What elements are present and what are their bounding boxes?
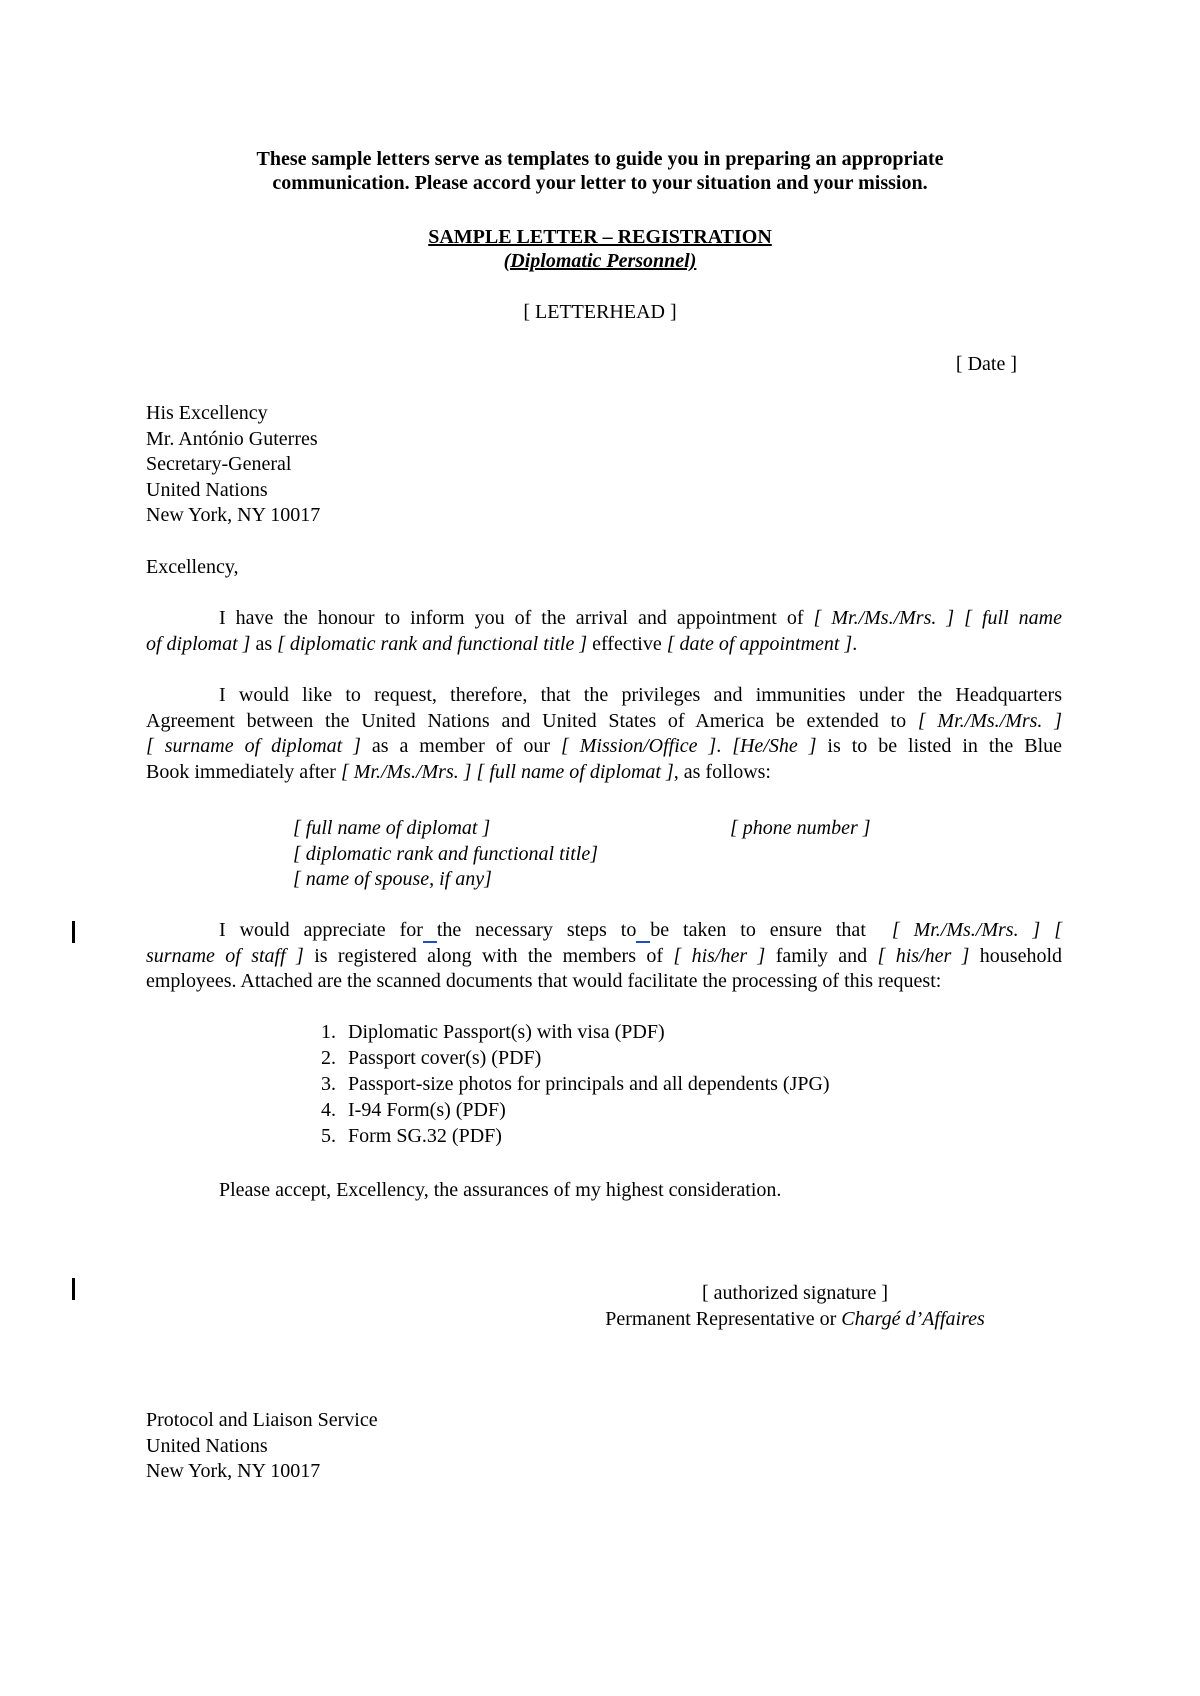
paragraph-arrival xyxy=(146,606,1062,657)
para2-text: Agreement between the United Nations and United States of America be extended to xyxy=(146,709,918,732)
para2-text: is to be listed in the Blue xyxy=(816,735,1062,758)
para1-text: effective xyxy=(587,632,667,655)
letterhead-placeholder: [ LETTERHEAD ] xyxy=(523,301,677,323)
closing-line: Please accept, Excellency, the assurances of my highest consideration. xyxy=(219,1179,782,1201)
salutation: Excellency, xyxy=(146,556,239,578)
date-placeholder: [ Date ] xyxy=(955,353,1017,375)
para3-text: the necessary steps to xyxy=(436,919,637,941)
para2-placeholder: [ Mr./Ms./Mrs. ] [ full name of diplomat ] xyxy=(340,760,674,783)
para3-placeholder: [ his/her ] xyxy=(673,944,766,967)
para1-placeholder-rank: [ diplomatic rank and functional title ] xyxy=(277,632,588,655)
letter-title-block xyxy=(0,225,1200,273)
para3-placeholder: [ Mr./Ms./Mrs. ] [ xyxy=(891,919,1062,941)
intro-note xyxy=(0,147,1200,195)
address-line: Mr. António Guterres xyxy=(146,427,318,450)
intro-line-1: These sample letters serve as templates to guide you in preparing an appropriate xyxy=(256,148,944,170)
listing-full-name: [ full name of diplomat ] xyxy=(293,817,491,839)
letter-title: SAMPLE LETTER – REGISTRATION xyxy=(428,226,772,248)
attachment-number: 3. xyxy=(321,1073,336,1095)
attachment-text: Form SG.32 (PDF) xyxy=(348,1125,502,1147)
para3-text: be taken to ensure that xyxy=(650,919,866,941)
para2-text: Book immediately after xyxy=(146,760,341,783)
para2-placeholder: [ Mission/Office ] xyxy=(561,735,717,758)
para1-text: . xyxy=(852,632,858,655)
intro-line-2: communication. Please accord your letter to your situation and your mission. xyxy=(272,172,928,194)
para1-text: as xyxy=(250,632,278,655)
attachment-text: Passport-size photos for principals and all dependents (JPG) xyxy=(348,1073,830,1095)
signature-block xyxy=(585,1280,1005,1332)
listing-rank: [ diplomatic rank and functional title] xyxy=(293,843,598,865)
para2-text: . xyxy=(716,735,733,758)
para2-placeholder: [He/She ] xyxy=(732,735,817,758)
para2-placeholder: [ surname of diplomat ] xyxy=(146,735,361,758)
tracked-change-mark xyxy=(423,919,437,943)
attachment-item xyxy=(321,1125,502,1148)
para2-text: , as follows: xyxy=(673,760,771,783)
footer-line: United Nations xyxy=(146,1434,268,1457)
signature-placeholder: [ authorized signature ] xyxy=(701,1282,889,1304)
footer-line: New York, NY 10017 xyxy=(146,1460,321,1482)
para1-placeholder-name: [ Mr./Ms./Mrs. ] [ full name xyxy=(813,607,1062,629)
para3-placeholder: [ his/her ] xyxy=(877,944,970,967)
para3-text: family and xyxy=(765,944,878,967)
recipient-address xyxy=(146,401,320,529)
footer-address xyxy=(146,1408,378,1485)
para1-placeholder-date: [ date of appointment ] xyxy=(666,632,853,655)
paragraph-privileges xyxy=(146,683,1062,785)
attachment-item xyxy=(321,1047,542,1070)
signature-title-alt: Chargé d’Affaires xyxy=(841,1308,985,1330)
letter-subtitle: (Diplomatic Personnel) xyxy=(503,250,697,272)
para1-text: I have the honour to inform you of the arrival and appointment of xyxy=(219,607,814,629)
listing-phone: [ phone number ] xyxy=(730,817,871,839)
tracked-change-mark xyxy=(636,919,650,943)
revision-bar xyxy=(72,1278,75,1300)
para3-text: I would appreciate for xyxy=(219,919,423,941)
paragraph-registration xyxy=(146,918,1062,995)
attachment-item xyxy=(321,1099,506,1122)
para3-text: is registered along with the members of xyxy=(303,944,674,967)
para3-line: employees. Attached are the scanned documents that would facilitate the processing of this request: xyxy=(146,970,942,993)
address-line: Secretary-General xyxy=(146,453,292,475)
attachment-text: I-94 Form(s) (PDF) xyxy=(348,1099,506,1121)
footer-line: Protocol and Liaison Service xyxy=(146,1409,378,1431)
attachment-text: Diplomatic Passport(s) with visa (PDF) xyxy=(348,1021,665,1043)
listing-spouse: [ name of spouse, if any] xyxy=(293,868,492,890)
para1-placeholder-name-end: of diplomat ] xyxy=(146,632,251,655)
attachment-number: 2. xyxy=(321,1047,336,1069)
para2-line: I would like to request, therefore, that the privileges and immunities under the Headquarters xyxy=(219,684,1062,706)
attachment-number: 1. xyxy=(321,1021,336,1043)
attachment-item xyxy=(321,1021,665,1044)
attachment-text: Passport cover(s) (PDF) xyxy=(348,1047,542,1069)
attachment-item xyxy=(321,1073,830,1096)
address-line: His Excellency xyxy=(146,402,268,424)
para3-text: household xyxy=(969,944,1063,967)
signature-title: Permanent Representative or xyxy=(605,1308,842,1330)
para2-placeholder: [ Mr./Ms./Mrs. ] xyxy=(917,709,1063,732)
revision-bar xyxy=(72,921,75,943)
attachment-number: 5. xyxy=(321,1125,336,1147)
attachment-number: 4. xyxy=(321,1099,336,1121)
para2-text: as a member of our xyxy=(360,735,562,758)
address-line: New York, NY 10017 xyxy=(146,504,321,526)
para3-placeholder: surname of staff ] xyxy=(146,944,304,967)
address-line: United Nations xyxy=(146,478,268,501)
